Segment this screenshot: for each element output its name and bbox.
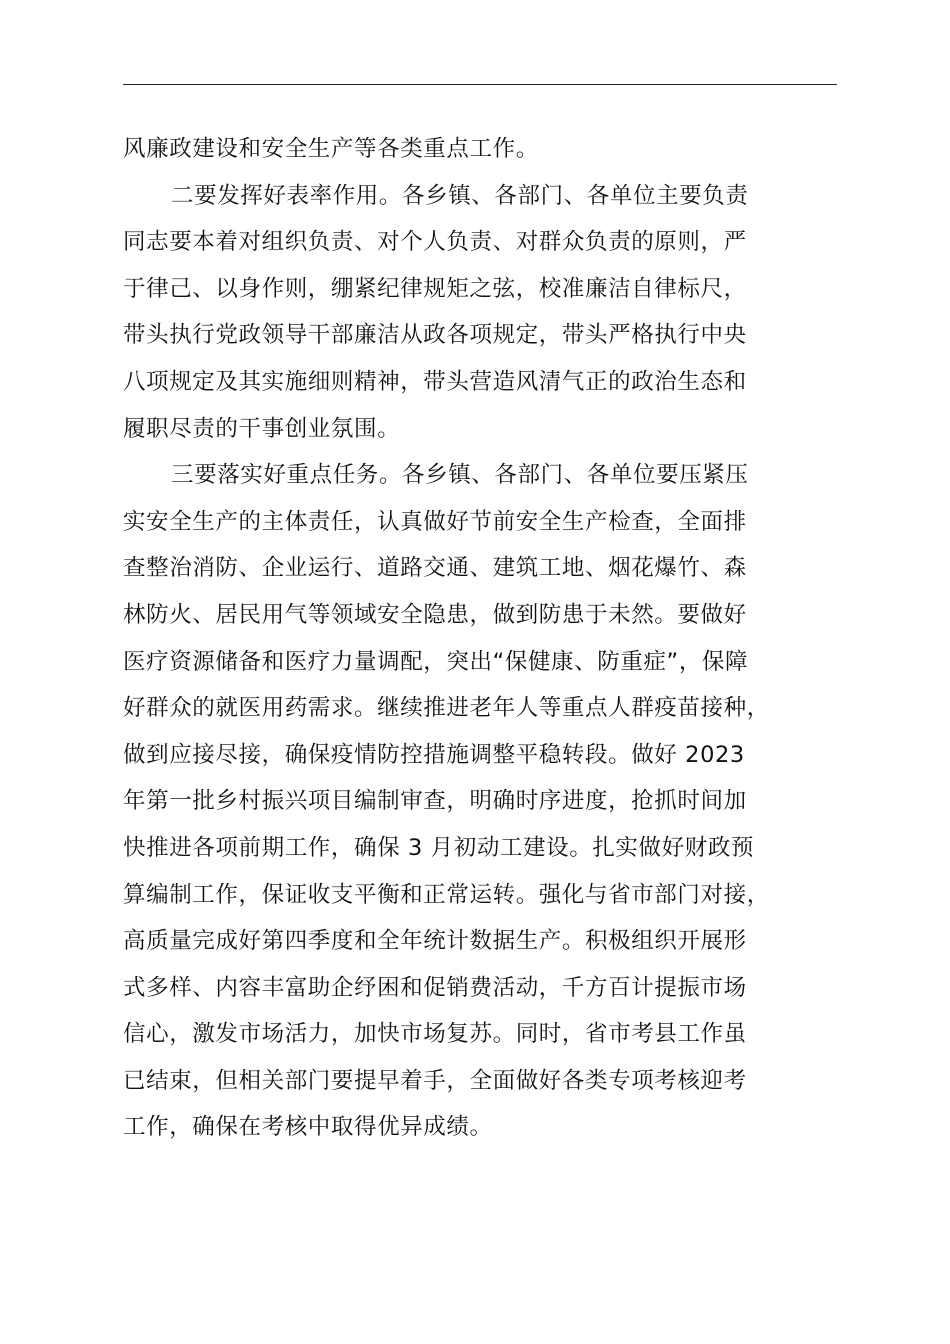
text-line: 做到应接尽接，确保疫情防控措施调整平稳转段。做好 2023 bbox=[123, 741, 745, 768]
text-line: 履职尽责的干事创业氛围。 bbox=[123, 415, 401, 442]
text-line: 已结束，但相关部门要提早着手，全面做好各类专项考核迎考 bbox=[123, 1067, 747, 1094]
text-line: 快推进各项前期工作，确保 3 月初动工建设。扎实做好财政预 bbox=[123, 834, 755, 861]
text-line: 年第一批乡村振兴项目编制审查，明确时序进度，抢抓时间加 bbox=[123, 788, 747, 815]
text-line: 于律己、以身作则，绷紧纪律规矩之弦，校准廉洁自律标尺， bbox=[123, 275, 747, 302]
text-line: 算编制工作，保证收支平衡和正常运转。强化与省市部门对接， bbox=[123, 881, 770, 908]
text-line: 信心，激发市场活力，加快市场复苏。同时，省市考县工作虽 bbox=[123, 1021, 747, 1048]
paragraph-start-line: 二要发挥好表率作用。各乡镇、各部门、各单位主要负责 bbox=[171, 182, 749, 209]
header-rule bbox=[123, 84, 837, 85]
text-line: 高质量完成好第四季度和全年统计数据生产。积极组织开展形 bbox=[123, 928, 747, 955]
text-line: 好群众的就医用药需求。继续推进老年人等重点人群疫苗接种， bbox=[123, 695, 770, 722]
text-line: 工作，确保在考核中取得优异成绩。 bbox=[123, 1114, 493, 1141]
paragraph-start-line: 三要落实好重点任务。各乡镇、各部门、各单位要压紧压 bbox=[171, 462, 749, 489]
text-line: 实安全生产的主体责任，认真做好节前安全生产检查，全面排 bbox=[123, 508, 747, 535]
text-line: 带头执行党政领导干部廉洁从政各项规定，带头严格执行中央 bbox=[123, 322, 747, 349]
text-line: 风廉政建设和安全生产等各类重点工作。 bbox=[123, 136, 539, 162]
text-line: 查整治消防、企业运行、道路交通、建筑工地、烟花爆竹、森 bbox=[123, 555, 747, 582]
text-line: 医疗资源储备和医疗力量调配，突出“保健康、防重症”，保障 bbox=[123, 648, 749, 675]
text-line: 同志要本着对组织负责、对个人负责、对群众负责的原则，严 bbox=[123, 229, 747, 256]
text-line: 八项规定及其实施细则精神，带头营造风清气正的政治生态和 bbox=[123, 368, 747, 395]
text-line: 林防火、居民用气等领域安全隐患，做到防患于未然。要做好 bbox=[123, 601, 747, 628]
document-body bbox=[123, 126, 839, 1151]
text-line: 式多样、内容丰富助企纾困和促销费活动，千方百计提振市场 bbox=[123, 974, 747, 1001]
